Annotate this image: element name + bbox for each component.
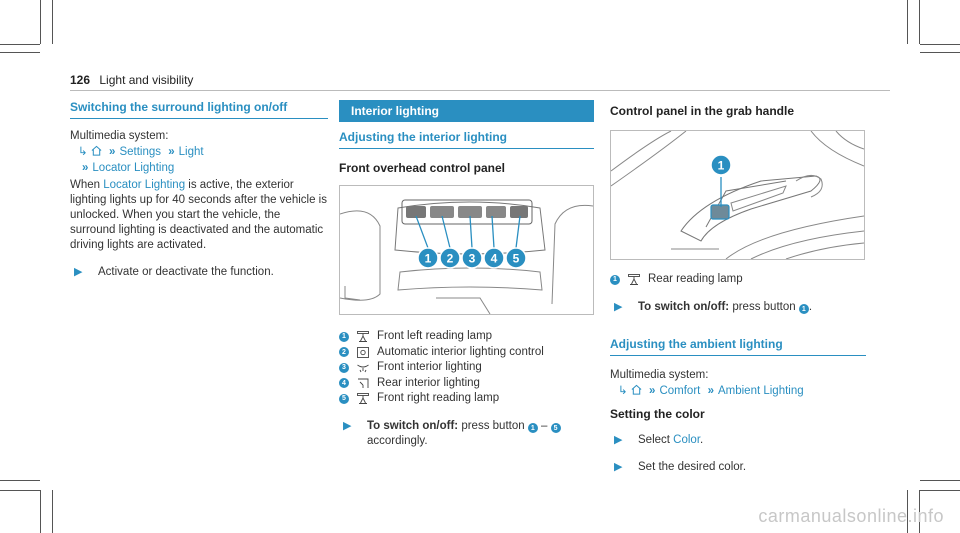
menu-item-light[interactable]: Light [178, 146, 204, 158]
step-arrow-icon: ▶ [614, 460, 623, 473]
crop-mark [919, 0, 920, 44]
callout-4 [484, 248, 504, 268]
locator-lighting-link[interactable]: Locator Lighting [103, 179, 186, 191]
legend-item: 1 Front left reading lamp [339, 329, 594, 345]
menu-item-settings[interactable]: Settings [119, 146, 162, 158]
chevron-right-icon: » [82, 162, 89, 174]
crop-mark [52, 0, 53, 44]
legend-list [339, 329, 594, 407]
reading-lamp-icon [357, 393, 369, 404]
crop-mark [920, 490, 960, 491]
path-start-arrow-icon: ↳ [78, 146, 88, 158]
svg-text:3: 3 [468, 251, 476, 266]
subsection-title: Adjusting the interior lighting [339, 130, 594, 149]
crop-mark [0, 44, 40, 45]
callout-2 [440, 248, 460, 268]
grab-handle-illustration [611, 131, 864, 259]
path-start-arrow-icon: ↳ [618, 384, 628, 397]
callout-5 [506, 248, 526, 268]
crop-mark [40, 0, 41, 44]
instruction-step: ▶ Set the desired color. [610, 460, 866, 475]
menu-path-cont [70, 160, 328, 176]
step-arrow-icon: ▶ [343, 419, 352, 432]
svg-text:1: 1 [717, 158, 725, 173]
crop-mark [0, 480, 40, 481]
intro-text: Multimedia system: [610, 368, 709, 381]
step-arrow-icon: ▶ [74, 266, 83, 278]
legend-item: 3 Front interior lighting [339, 360, 594, 376]
intro-text: Multimedia system: [70, 130, 169, 142]
reading-lamp-icon [628, 274, 640, 285]
column-surround-lighting [70, 100, 328, 280]
instruction-step: ▶ Select Color. [610, 433, 866, 448]
menu-item-locator-lighting[interactable]: Locator Lighting [92, 162, 175, 174]
step-arrow-icon: ▶ [614, 300, 623, 313]
column-interior-lighting [339, 100, 594, 449]
rear-interior-light-icon [357, 378, 369, 389]
auto-lighting-icon [357, 347, 369, 358]
crop-mark [0, 490, 40, 491]
front-interior-light-icon [357, 362, 369, 373]
chevron-right-icon: » [649, 384, 656, 397]
crop-mark [52, 490, 53, 533]
page-number: 126 [70, 73, 91, 87]
menu-path [610, 383, 866, 399]
chevron-right-icon: » [168, 146, 175, 158]
section-title: Switching the surround lighting on/off [70, 100, 328, 119]
home-icon [91, 145, 102, 156]
callout-3 [462, 248, 482, 268]
crop-mark [40, 490, 41, 533]
reading-lamp-icon [357, 331, 369, 342]
instruction-step: ▶ To switch on/off: press button 1 – 5 accordingly. [339, 419, 594, 449]
crop-mark [920, 480, 960, 481]
crop-mark [907, 0, 908, 44]
home-icon [631, 384, 642, 395]
subsection-title: Adjusting the ambient lighting [610, 337, 866, 356]
instruction-step: ▶ To switch on/off: press button 1 . [610, 300, 866, 315]
page-header [70, 73, 193, 87]
menu-item-comfort[interactable]: Comfort [659, 384, 701, 397]
figure-title: Front overhead control panel [339, 161, 506, 175]
menu-path [70, 144, 328, 160]
legend-item: 2 Automatic interior lighting control [339, 345, 594, 361]
setting-title: Setting the color [610, 406, 705, 421]
step-arrow-icon: ▶ [614, 433, 623, 446]
chapter-title: Light and visibility [99, 73, 194, 87]
svg-text:4: 4 [490, 251, 498, 266]
chevron-right-icon: » [707, 384, 714, 397]
watermark: carmanualsonline.info [758, 506, 944, 526]
legend-item: 1 Rear reading lamp [610, 272, 866, 288]
crop-mark [920, 52, 960, 53]
overhead-panel-illustration [340, 186, 593, 314]
section-bar: Interior lighting [339, 100, 594, 122]
legend-item: 5 Front right reading lamp [339, 391, 594, 407]
callout-1 [418, 248, 438, 268]
overhead-panel-figure [339, 185, 594, 315]
body-text: When Locator Lighting is active, the exterior lighting lights up for 40 seconds after the vehicle is unlocked. When you start the vehicle, the surround lighting is deactivated and the automatic driving lights are activated. [70, 179, 327, 251]
color-link[interactable]: Color [673, 433, 701, 446]
legend-list [610, 272, 866, 288]
chevron-right-icon: » [109, 146, 116, 158]
figure-title: Control panel in the grab handle [610, 104, 795, 118]
column-grab-handle [610, 100, 866, 475]
svg-text:1: 1 [424, 251, 432, 266]
header-rule [70, 90, 890, 91]
svg-text:2: 2 [446, 251, 454, 266]
svg-text:5: 5 [512, 251, 520, 266]
menu-item-ambient-lighting[interactable]: Ambient Lighting [717, 384, 804, 397]
instruction-step: ▶ Activate or deactivate the function. [70, 265, 328, 280]
legend-item: 4 Rear interior lighting [339, 376, 594, 392]
crop-mark [920, 44, 960, 45]
grab-handle-figure [610, 130, 865, 260]
crop-mark [0, 52, 40, 53]
callout-1 [711, 155, 731, 175]
